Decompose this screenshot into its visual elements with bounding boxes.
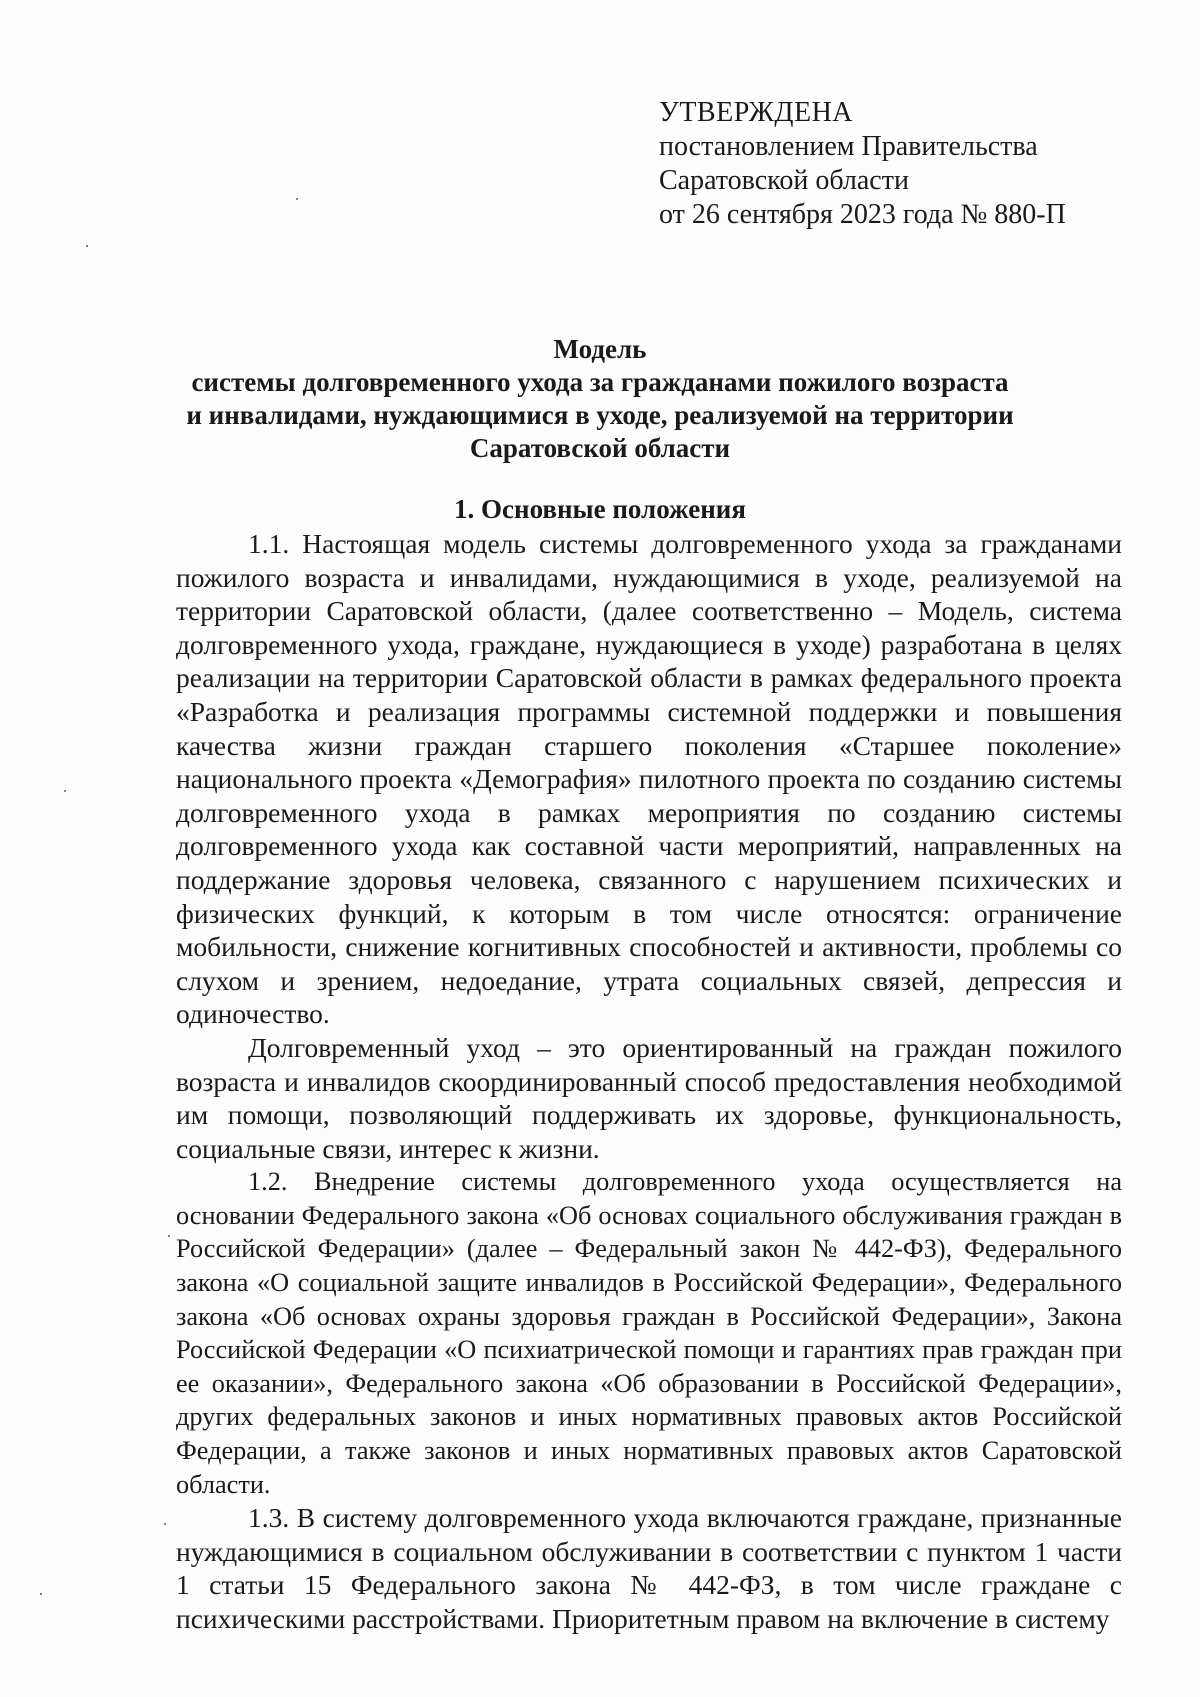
scan-speck (168, 1235, 170, 1237)
scan-speck (40, 1593, 42, 1595)
paragraph-1-3: 1.3. В систему долговременного ухода включаются граждане, признанные нуждающимися в социальном обслуживании в соответствии с пунктом 1 части 1 статьи 15 Федерального закона № 442-ФЗ, в том числе граждане с психическими расстройствами. Приоритетным правом на включение в систему (176, 1502, 1122, 1634)
approval-authority: постановлением Правительства (659, 131, 1038, 162)
section-heading: 1. Основные положения (454, 494, 746, 524)
paragraph-1-2: 1.2. Внедрение системы долговременного ухода осуществляется на основании Федерального закона «Об основах социального обслуживания граждан в Российской Федерации» (далее – Федеральный закон № 442-ФЗ), Федерального закона «О социальной защите инвалидов в Российской Федерации», Федерального закона «Об основах охраны здоровья граждан в Российской Федерации», Закона Российской Федерации «О психиатрической помощи и гарантиях прав граждан при ее оказании», Федерального закона «Об образовании в Российской Федерации», других федеральных законов и иных нормативных правовых актов Российской Федерации, а также законов и иных нормативных правовых актов Саратовской области. (176, 1167, 1122, 1499)
scan-speck (86, 245, 88, 247)
scan-speck (64, 790, 66, 792)
approval-status: УТВЕРЖДЕНА (659, 97, 854, 128)
approval-stamp-block (659, 96, 1139, 232)
approval-date-number: от 26 сентября 2023 года № 880-П (659, 199, 1066, 230)
scan-speck (296, 198, 298, 200)
document-body (176, 527, 1122, 1636)
paragraph-definition: Долговременный уход – это ориентированный на граждан пожилого возраста и инвалидов скоординированный способ предоставления необходимой им помощи, позволяющий поддерживать их здоровье, функциональность, социальные связи, интерес к жизни. (176, 1031, 1122, 1164)
title-line-4: Саратовской области (469, 433, 731, 463)
title-line-1: Модель (553, 334, 647, 364)
paragraph-1-1: 1.1. Настоящая модель системы долговременного ухода за гражданами пожилого возраста и инвалидами, нуждающимися в уходе, реализуемой на территории Саратовской области, (далее соответственно – Модель, система долговременного ухода, граждане, нуждающиеся в уходе) разработана в целях реализации на территории Саратовской области в рамках федерального проекта «Разработка и реализация программы системной поддержки и повышения качества жизни граждан старшего поколения «Старшее поколение» национального проекта «Демография» пилотного проекта по созданию системы долговременного ухода в рамках мероприятия по созданию системы долговременного ухода как составной части мероприятий, направленных на поддержание здоровья человека, связанного с нарушением психических и физических функций, к которым в том числе относятся: ограничение мобильности, снижение когнитивных способностей и активности, проблемы со слухом и зрением, недоедание, утрата социальных связей, депрессия и одиночество. (176, 528, 1122, 1030)
scan-speck (164, 1523, 166, 1525)
title-line-2: системы долговременного ухода за гражданами пожилого возраста (191, 367, 1009, 397)
title-line-3: и инвалидами, нуждающимися в уходе, реализуемой на территории (186, 400, 1014, 430)
approval-region: Саратовской области (659, 165, 909, 196)
document-title (150, 333, 1050, 465)
